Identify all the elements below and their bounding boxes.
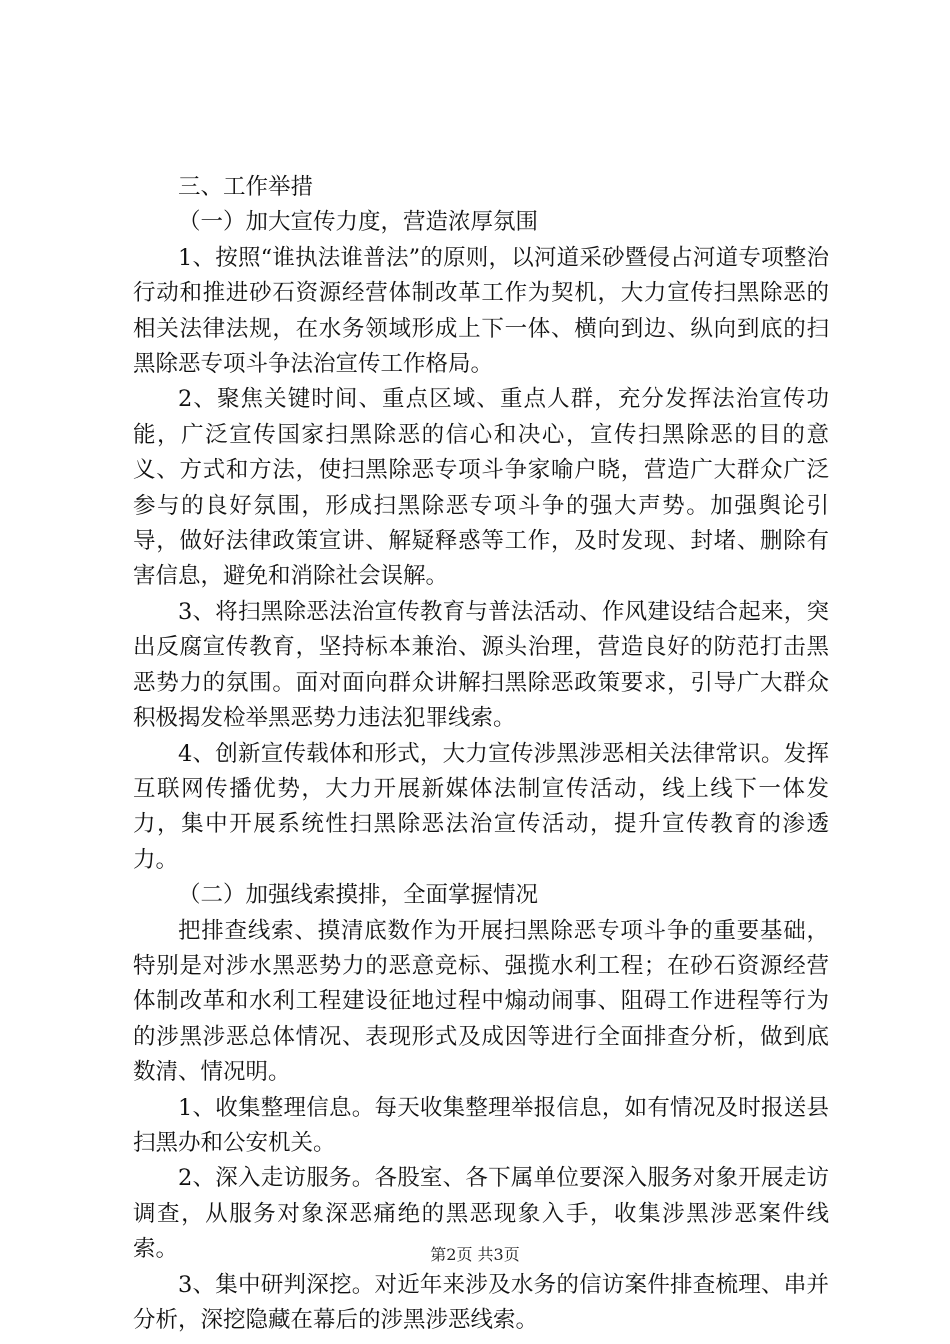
body-paragraph: 1、收集整理信息。每天收集整理举报信息，如有情况及时报送县扫黑办和公安机关。 bbox=[133, 1094, 829, 1156]
subsection-heading: （二）加强线索摸排，全面掌握情况 bbox=[178, 882, 539, 909]
body-paragraph: 把排查线索、摸清底数作为开展扫黑除恶专项斗争的重要基础，特别是对涉水黑恶势力的恶意竞标、强揽水利工程；在砂石资源经营体制改革和水利工程建设征地过程中煽动闹事、阻碍工作进程等行为的涉黑涉恶总体情况、表现形式及成因等进行全面排查分析，做到底数清、情况明。 bbox=[133, 917, 829, 1086]
section-heading: 三、工作举措 bbox=[178, 174, 314, 200]
body-paragraph: 2、聚焦关键时间、重点区域、重点人群，充分发挥法治宣传功能，广泛宣传国家扫黑除恶的信心和决心，宣传扫黑除恶的目的意义、方式和方法，使扫黑除恶专项斗争家喻户晓，营造广大群众广泛参与的良好氛围，形成扫黑除恶专项斗争的强大声势。加强舆论引导，做好法律政策宣讲、解疑释惑等工作，及时发现、封堵、删除有害信息，避免和消除社会误解。 bbox=[133, 386, 829, 590]
body-paragraph: 2、深入走访服务。各股室、各下属单位要深入服务对象开展走访调查，从服务对象深恶痛绝的黑恶现象入手，收集涉黑涉恶案件线索。 bbox=[133, 1165, 829, 1263]
body-paragraph: 1、按照“谁执法谁普法”的原则，以河道采砂暨侵占河道专项整治行动和推进砂石资源经营体制改革工作为契机，大力宣传扫黑除恶的相关法律法规，在水务领域形成上下一体、横向到边、纵向到底的扫黑除恶专项斗争法治宣传工作格局。 bbox=[133, 244, 829, 378]
body-paragraph: 3、集中研判深挖。对近年来涉及水务的信访案件排查梳理、串并分析，深挖隐藏在幕后的涉黑涉恶线索。 bbox=[133, 1271, 829, 1333]
body-paragraph: 3、将扫黑除恶法治宣传教育与普法活动、作风建设结合起来，突出反腐宣传教育，坚持标本兼治、源头治理，营造良好的防范打击黑恶势力的氛围。面对面向群众讲解扫黑除恶政策要求，引导广大群众积极揭发检举黑恶势力违法犯罪线索。 bbox=[133, 598, 829, 732]
subsection-heading: （一）加大宣传力度，营造浓厚氛围 bbox=[178, 209, 539, 236]
page-footer: 第2页 共3页 bbox=[430, 1245, 520, 1264]
document-body bbox=[133, 170, 829, 1338]
body-paragraph: 4、创新宣传载体和形式，大力宣传涉黑涉恶相关法律常识。发挥互联网传播优势，大力开展新媒体法制宣传活动，线上线下一体发力，集中开展系统性扫黑除恶法治宣传活动，提升宣传教育的渗透力。 bbox=[133, 740, 829, 873]
